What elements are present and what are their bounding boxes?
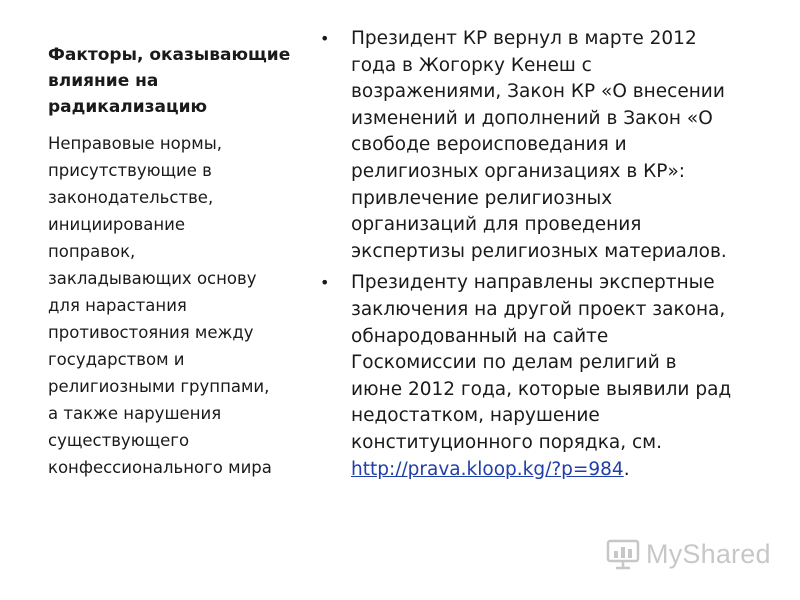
- left-heading-line: Факторы, оказывающие: [48, 45, 291, 65]
- left-body-line: религиозными группами,: [48, 377, 270, 396]
- bullet-line: свободе вероисповедания и: [351, 134, 627, 156]
- left-body-line: поправок,: [48, 242, 136, 261]
- bullet-line: привлечение религиозных: [351, 187, 613, 209]
- left-body-line: Неправовые нормы,: [48, 134, 222, 153]
- left-body-line: существующего: [48, 431, 190, 450]
- left-body-text: [48, 130, 310, 481]
- bullet-line: организаций для проведения: [351, 214, 642, 236]
- myshared-logo-icon: [606, 537, 640, 571]
- bullet-line: экспертизы религиозных материалов.: [351, 240, 727, 262]
- link-suffix: .: [623, 458, 630, 480]
- bullet-line: Президенту направлены экспертные: [351, 272, 715, 294]
- bullet-line: обнародованный на сайте: [351, 325, 609, 347]
- bullet-line: религиозных организациях в КР»:: [351, 160, 686, 182]
- bullet-line: июне 2012 года, которые выявили рад: [351, 378, 732, 400]
- left-body-line: а также нарушения: [48, 404, 222, 423]
- left-body-line: инициирование: [48, 215, 185, 234]
- bullet-item: [318, 270, 788, 483]
- left-body-line: для нарастания: [48, 296, 187, 315]
- bullet-line: Госкомиссии по делам религий в: [351, 352, 677, 374]
- bullet-list: [318, 26, 788, 483]
- left-body-line: законодательстве,: [48, 188, 214, 207]
- left-body-line: присутствующие в: [48, 161, 212, 180]
- bullet-dot-icon: •: [320, 273, 330, 293]
- left-body-line: государством и: [48, 350, 185, 369]
- bullet-line: Президент КР вернул в марте 2012: [351, 28, 697, 49]
- bullet-line: недостатком, нарушение: [351, 405, 600, 427]
- left-body-line: конфессионального мира: [48, 458, 272, 477]
- left-body-line: противостояния между: [48, 323, 254, 342]
- left-heading: [48, 42, 308, 120]
- bullet-item: [318, 26, 788, 265]
- bullet-line: конституционного порядка, см.: [351, 431, 663, 453]
- bullet-dot-icon: •: [320, 29, 330, 48]
- bullet-line: заключения на другой проект закона,: [351, 298, 726, 320]
- left-heading-line: радикализацию: [48, 97, 208, 117]
- left-body-line: закладывающих основу: [48, 269, 257, 288]
- watermark-text: MyShared: [646, 538, 771, 569]
- left-heading-line: влияние на: [48, 71, 159, 91]
- bullet-line: года в Жогорку Кенеш с: [351, 54, 592, 76]
- bullet-line: возражениями, Закон КР «О внесении: [351, 81, 725, 103]
- source-link[interactable]: http://prava.kloop.kg/?p=984: [351, 458, 624, 480]
- bullet-line: изменений и дополнений в Закон «О: [351, 107, 713, 129]
- watermark: [606, 534, 771, 574]
- bullet-line-with-link: [351, 457, 788, 484]
